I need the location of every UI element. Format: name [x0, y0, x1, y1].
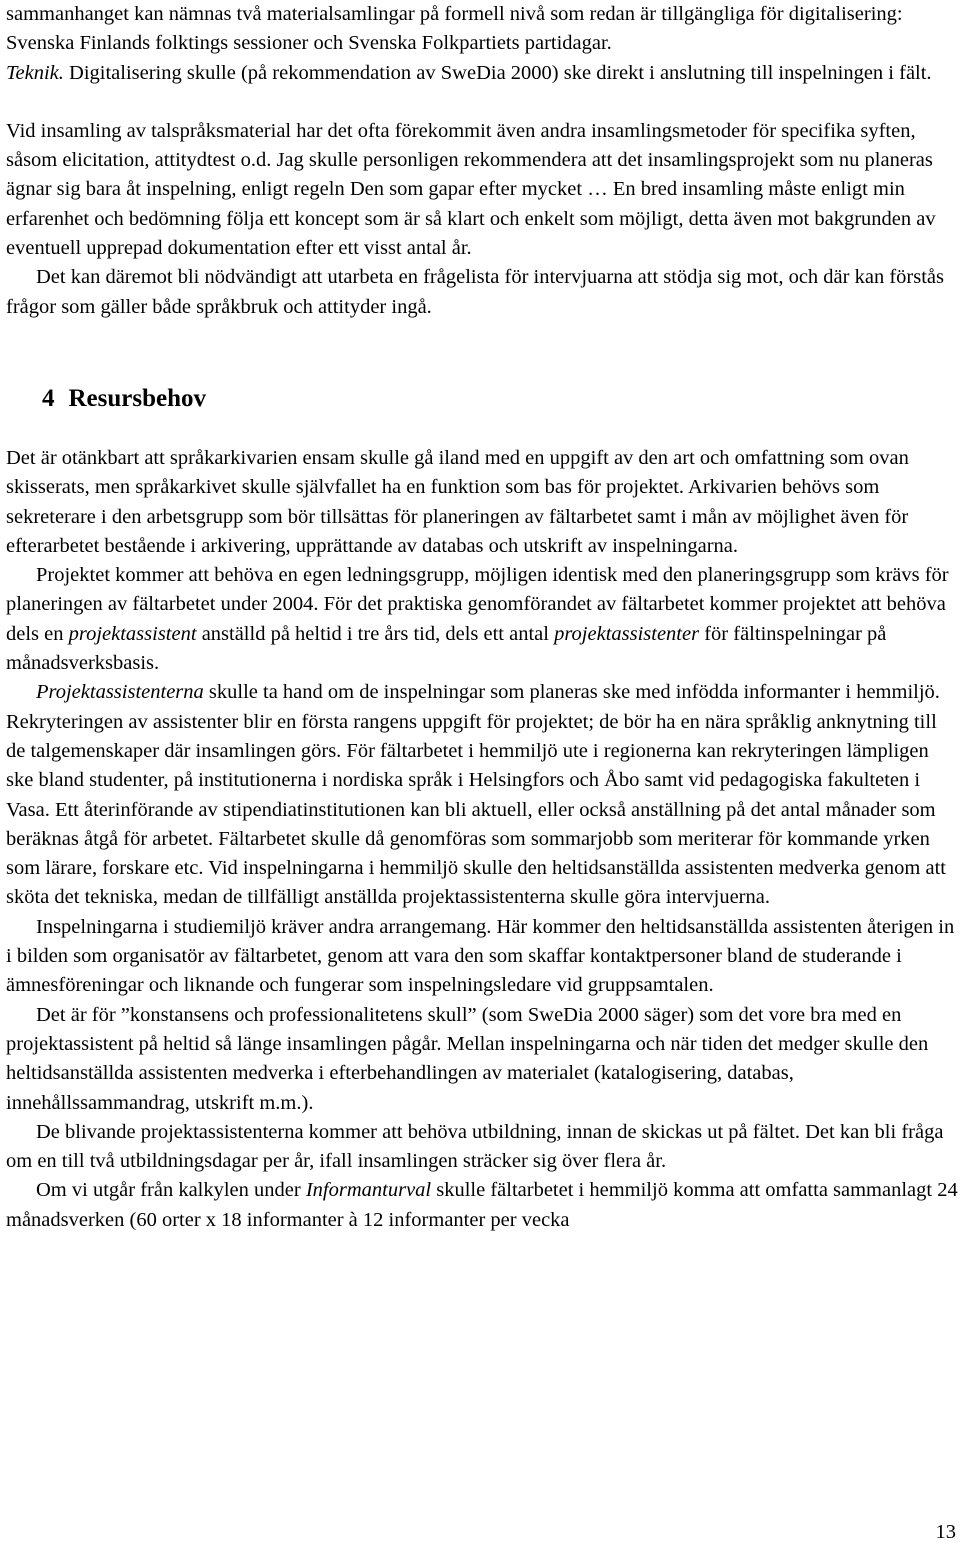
section-heading: [6, 380, 960, 444]
text-run: Projektet kommer att behöva en egen ledningsgrupp, möjligen identisk med den planeringsgrupp som krävs för planeringen av fältarbetet under 2004. För det praktiska genomförandet av fältarbetet kommer projektet att behöva dels en: [6, 564, 949, 645]
paragraph-ledningsgrupp: [6, 561, 960, 678]
paragraph-kalkyl: [6, 1176, 960, 1235]
paragraph-teknik: [6, 59, 960, 88]
paragraph-resursbehov-1: Det är otänkbart att språkarkivarien ensam skulle gå iland med en uppgift av den art och omfattning som ovan skisserats, men språkarkivet skulle självfallet ha en funktion som bas för projektet. Arkivarien behövs som sekreterare i den arbetsgrupp som bör tillsättas för planeringen av fältarbetet samt i mån av möjlighet även för efterarbetet bestående i arkivering, upprättande av databas och utskrift av inspelningarna.: [6, 446, 909, 557]
page-number: 13: [935, 1521, 956, 1543]
italic-term: projektassistent: [68, 622, 197, 645]
paragraph-konstansens: Det är för ”konstansens och professionalitetens skull” (som SweDia 2000 säger) som det vore bra med en projektassistent på heltid så länge insamlingen pågår. Mellan inspelningarna och när tiden det medger skulle den heltidsanställda assistenten medverka i efterbehandlingen av materialet (katalogisering, databas, innehållssammandrag, utskrift m.m.).: [6, 1003, 929, 1114]
section-number: 4: [42, 384, 55, 412]
text-run: skulle fältarbetet i hemmiljö komma att omfatta sammanlagt 24 månadsverken (60 orter x 18 informanter à 12 informanter per vecka: [6, 1179, 958, 1231]
paragraph-utbildning: De blivande projektassistenterna kommer att behöva utbildning, innan de skickas ut på fältet. Det kan bli fråga om en till två utbildningsdagar per år, ifall insamlingen sträcker sig över flera år.: [6, 1120, 944, 1173]
paragraph-fragelista: Det kan däremot bli nödvändigt att utarbeta en frågelista för intervjuarna att stödja sig mot, och där kan förstås frågor som gäller både språkbruk och attityder ingå.: [6, 266, 944, 318]
paragraph-gap: [6, 88, 960, 117]
italic-term: projektassistenter: [554, 622, 700, 645]
section-gap: [6, 322, 960, 380]
document-page: [6, 0, 960, 1235]
text-run: för fältinspelningar på månadsverksbasis.: [6, 622, 887, 675]
paragraph-studiemiljo: Inspelningarna i studiemiljö kräver andra arrangemang. Här kommer den heltidsanställda assistenten återigen in i bilden som organisatör av fältarbetet, genom att vara den som skaffar kontaktpersoner bland de studerande i ämnesföreningar och liknande och fungerar som inspelningsledare vid gruppsamtalen.: [6, 915, 955, 997]
italic-term: Informanturval: [305, 1179, 432, 1202]
paragraph-intro-continuation: sammanhanget kan nämnas två materialsamlingar på formell nivå som redan är tillgängliga för digitalisering: Svenska Finlands folktings sessioner och Svenska Folkpartiets partidagar.: [6, 3, 903, 55]
italic-term: Projektassistenterna: [36, 681, 204, 704]
text-run: Om vi utgår från kalkylen under: [36, 1179, 306, 1202]
section-title: Resursbehov: [68, 384, 207, 412]
paragraph-teknik-text: Digitalisering skulle (på rekommendation av SweDia 2000) ske direkt i anslutning till inspelningen i fält.: [63, 61, 932, 84]
text-run: anställd på heltid i tre års tid, dels ett antal: [196, 622, 555, 645]
text-run: skulle ta hand om de inspelningar som planeras ske med infödda informanter i hemmiljö. Rekryteringen av assistenter blir en första rangens uppgift för projektet; de bör ha en nära språklig anknytning till de talgemenskaper där insamlingen görs. För fältarbetet i hemmiljö ute i regionerna kan rekryteringen lämpligen ske bland studenter, på institutionerna i nordiska språk i Helsingfors och Åbo samt vid pedagogiska fakulteten i Vasa. Ett återinförande av stipendiatinstitutionen kan bli aktuell, eller också anställning på det antal månader som beräknas åtgå för arbetet. Fältarbetet skulle då genomföras som sommarjobb som meriterar för kommande yrken som lärare, forskare etc. Vid inspelningarna i hemmiljö skulle den heltidsanställda assistenten medverka genom att sköta det tekniska, medan de tillfälligt anställda projektassistenterna skulle göra intervjuerna.: [6, 681, 946, 909]
paragraph-insamling-methods: Vid insamling av talspråksmaterial har det ofta förekommit även andra insamlingsmetoder för specifika syften, såsom elicitation, attitydtest o.d. Jag skulle personligen rekommendera att det insamlingsprojekt som nu planeras ägnar sig bara åt inspelning, enligt regeln Den som gapar efter mycket … En bred insamling måste enligt min erfarenhet och bedömning följa ett koncept som är så klart och enkelt som möjligt, detta även mot bakgrunden av eventuell upprepad dokumentation efter ett visst antal år.: [6, 119, 936, 260]
paragraph-lead-italic: Teknik.: [6, 61, 64, 84]
paragraph-projektassistenterna: [6, 678, 960, 912]
